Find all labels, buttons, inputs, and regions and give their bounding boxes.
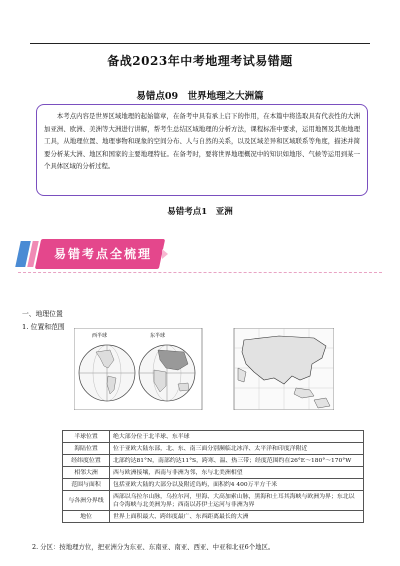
row-value: 世界上面积最大、跨纬度最广、东西距离最长的大洲 <box>110 511 364 523</box>
row-value: 包括亚欧大陆的大部分以及附近岛屿，面积约4 400万平方千米 <box>110 479 364 491</box>
row-key: 半球位置 <box>63 431 110 443</box>
table-row <box>63 443 364 455</box>
page-subtitle: 易错点09 世界地理之大洲篇 <box>136 91 264 102</box>
row-value: 北部约达81°N，南部约达11°S，跨寒、温、热三带；经度范围约在26°E～180°～170°W <box>110 455 364 467</box>
row-value: 位于亚欧大陆东部，北、东、南三面分别濒临北冰洋、太平洋和印度洋附近 <box>110 443 364 455</box>
row-key: 相邻大洲 <box>63 467 110 479</box>
table-row <box>63 491 364 511</box>
intro-box: 本考点内容是世界区域地理的起始篇章，在备考中具有承上启下的作用，在本篇中将选取具有代表性的大洲加亚洲、欧洲、美洲等大洲进行讲解，帮考生总结区域地理的分析方法，课程标准中要求，运用地图及其他地理工具，从地理位置、地理事物和现象的空间分布、人与自然的关系，以及区域差异和区域联系等角度，描述并简要分析某大洲、地区和国家的主要地理特征。在备考时，要将世界地理概况中的知识如地形、气候等运用到某一个具体区域的分析过程。 <box>36 104 368 196</box>
banner-text: 易错考点全梳理 <box>53 247 152 261</box>
table-row <box>63 431 364 443</box>
row-value: 西部以乌拉尔山脉，乌拉尔河，里海、大高加索山脉，黑海和土耳其海峡与欧洲为界；东北以白令海峡与北美洲为界；西南以苏伊士运河与非洲为界 <box>110 491 364 511</box>
row-value: 西与欧洲接壤，西南与非洲为邻，东与北美洲相望 <box>110 467 364 479</box>
page-title: 备战2023年中考地理考试易错题 <box>107 54 293 68</box>
banner-rule <box>18 272 382 273</box>
table-row <box>63 455 364 467</box>
row-key: 地位 <box>63 511 110 523</box>
asia-map <box>234 328 334 410</box>
west-hemisphere-label: 西半球 <box>92 333 108 339</box>
row-value: 绝大部分位于北半球、东半球 <box>110 431 364 443</box>
table-row <box>63 511 364 523</box>
asia-info-table <box>62 430 364 523</box>
table-row <box>63 467 364 479</box>
hemispheres-map <box>74 328 202 410</box>
section-banner <box>18 239 170 269</box>
outline-heading-2: 1. 位置和范围 <box>22 323 65 331</box>
east-hemisphere-label: 东半球 <box>150 333 166 339</box>
row-key: 海陆位置 <box>63 443 110 455</box>
row-key: 经纬度位置 <box>63 455 110 467</box>
location-maps <box>74 328 334 410</box>
header-rule <box>30 43 370 44</box>
banner-arrow-icon <box>162 249 168 259</box>
row-key: 范围与面积 <box>63 479 110 491</box>
footnote: 2. 分区：按地理方位，把亚洲分为东亚、东南亚、南亚、西亚、中亚和北亚6个地区。 <box>32 543 275 551</box>
outline-heading-1: 一、地理位置 <box>22 310 63 318</box>
table-row <box>63 479 364 491</box>
section-heading: 易错考点1 亚洲 <box>167 207 233 217</box>
row-key: 与各洲分界线 <box>63 491 110 511</box>
